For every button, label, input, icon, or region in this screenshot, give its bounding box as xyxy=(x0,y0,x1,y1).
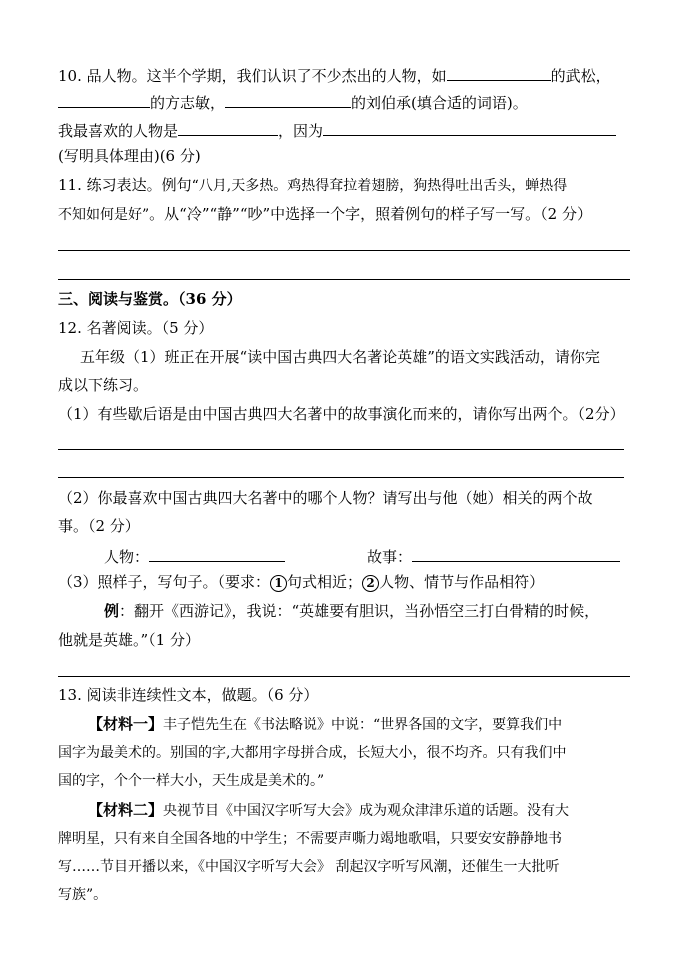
q10-text: 的方志敏， xyxy=(150,94,226,112)
circled-number-1: 1 xyxy=(270,575,287,592)
blank-liubocheng[interactable] xyxy=(225,91,351,108)
q13-m1-line-1 xyxy=(88,714,562,735)
q13-m2-line-1 xyxy=(88,800,569,821)
q11-example: 不知如何是好” xyxy=(58,207,150,223)
q12-example-line-2: 他就是英雄。”（1 分） xyxy=(58,631,200,649)
q13-m1-line-3: 国的字，个个一样大小，天生成是美术的。” xyxy=(58,773,325,789)
q12-sub-3 xyxy=(58,572,544,592)
answer-line-q12-1b[interactable] xyxy=(58,477,624,478)
blank-wusong[interactable] xyxy=(447,64,551,81)
q10-text: 的刘伯承(填合适的词语)。 xyxy=(351,94,528,112)
q11-example: “八月,天多热。鸡热得耷拉着翅膀，狗热得吐出舌头，蝉热得 xyxy=(191,178,568,194)
material-1-text: 丰子恺先生在《书法略说》中说：“世界各国的文字，要算我们中 xyxy=(163,717,563,733)
q11-line-2 xyxy=(58,204,592,225)
q13-m2-line-2: 牌明星，只有来自全国各地的中学生；不需要声嘶力竭地歌唱，只要安安静静地书 xyxy=(58,831,562,847)
q12-example-line-1 xyxy=(104,601,599,621)
q12-intro-2: 成以下练习。 xyxy=(58,376,149,394)
q12-sub3-text: 人物、情节与作品相符） xyxy=(379,573,545,591)
blank-fangzhimin[interactable] xyxy=(58,91,150,108)
q12-sub3-text: 句式相近； xyxy=(287,573,363,591)
q12-sub-2-line-2: 事。（2 分） xyxy=(58,517,140,535)
q12-intro-1: 五年级（1）班正在开展“读中国古典四大名著论英雄”的语文实践活动，请你完 xyxy=(80,348,600,366)
q13-m2-line-3: 写……节目开播以来，《中国汉字听写大会》 刮起汉字听写风潮，还催生一大批听 xyxy=(58,859,560,875)
q12-story-row xyxy=(367,545,620,567)
answer-line-q12-3[interactable] xyxy=(58,676,630,677)
q13-title: 13. 阅读非连续性文本，做题。（6 分） xyxy=(58,686,319,704)
q11-line-1 xyxy=(58,175,567,196)
q12-person-row xyxy=(104,545,285,567)
example-text: ：翻开《西游记》，我说：“英雄要有胆识，当孙悟空三打白骨精的时候， xyxy=(119,602,600,620)
q10-text: 10. 品人物。这半个学期，我们认识了不少杰出的人物，如 xyxy=(58,67,447,85)
material-1-label: 【材料一】 xyxy=(88,715,164,733)
q12-title: 12. 名著阅读。（5 分） xyxy=(58,319,214,337)
answer-line-q11-1[interactable] xyxy=(58,250,630,251)
q10-line-1 xyxy=(58,64,611,86)
story-label: 故事： xyxy=(367,548,413,566)
circled-number-2: 2 xyxy=(362,575,379,592)
material-2-text: 央视节目《中国汉字听写大会》成为观众津津乐道的话题。没有大 xyxy=(163,803,570,819)
q10-line-4: (写明具体理由)(6 分) xyxy=(58,147,201,165)
section-3-title: 三、阅读与鉴赏。（36 分） xyxy=(58,290,242,308)
person-label: 人物： xyxy=(104,548,150,566)
answer-line-q11-2[interactable] xyxy=(58,279,630,280)
q11-text: 11. 练习表达。例句 xyxy=(58,176,192,194)
q10-text: 的武松， xyxy=(550,67,611,85)
blank-person[interactable] xyxy=(149,545,285,562)
q13-m1-line-2: 国字为最美术的。别国的字,大都用字母拼合成，长短大小，很不均齐。只有我们中 xyxy=(58,745,567,761)
q10-line-3 xyxy=(58,119,616,141)
material-2-label: 【材料二】 xyxy=(88,801,164,819)
q12-sub-1: （1）有些歇后语是由中国古典四大名著中的故事演化而来的，请你写出两个。（2分） xyxy=(58,405,625,423)
blank-reason[interactable] xyxy=(323,119,616,136)
blank-favorite-person[interactable] xyxy=(178,119,278,136)
q10-text: ，因为 xyxy=(278,122,324,140)
q13-m2-line-4: 写族”。 xyxy=(58,887,108,903)
blank-story[interactable] xyxy=(412,545,620,562)
answer-line-q12-1a[interactable] xyxy=(58,449,624,450)
q12-sub3-text: （3）照样子，写句子。（要求： xyxy=(58,573,271,591)
example-label: 例 xyxy=(104,602,120,620)
q12-sub-2-line-1: （2）你最喜欢中国古典四大名著中的哪个人物？请写出与他（她）相关的两个故 xyxy=(58,489,593,507)
q10-text: 我最喜欢的人物是 xyxy=(58,122,179,140)
q10-line-2 xyxy=(58,91,528,113)
q11-text: 。从“冷”“静”“吵”中选择一个字，照着例句的样子写一写。（2 分） xyxy=(149,205,592,223)
